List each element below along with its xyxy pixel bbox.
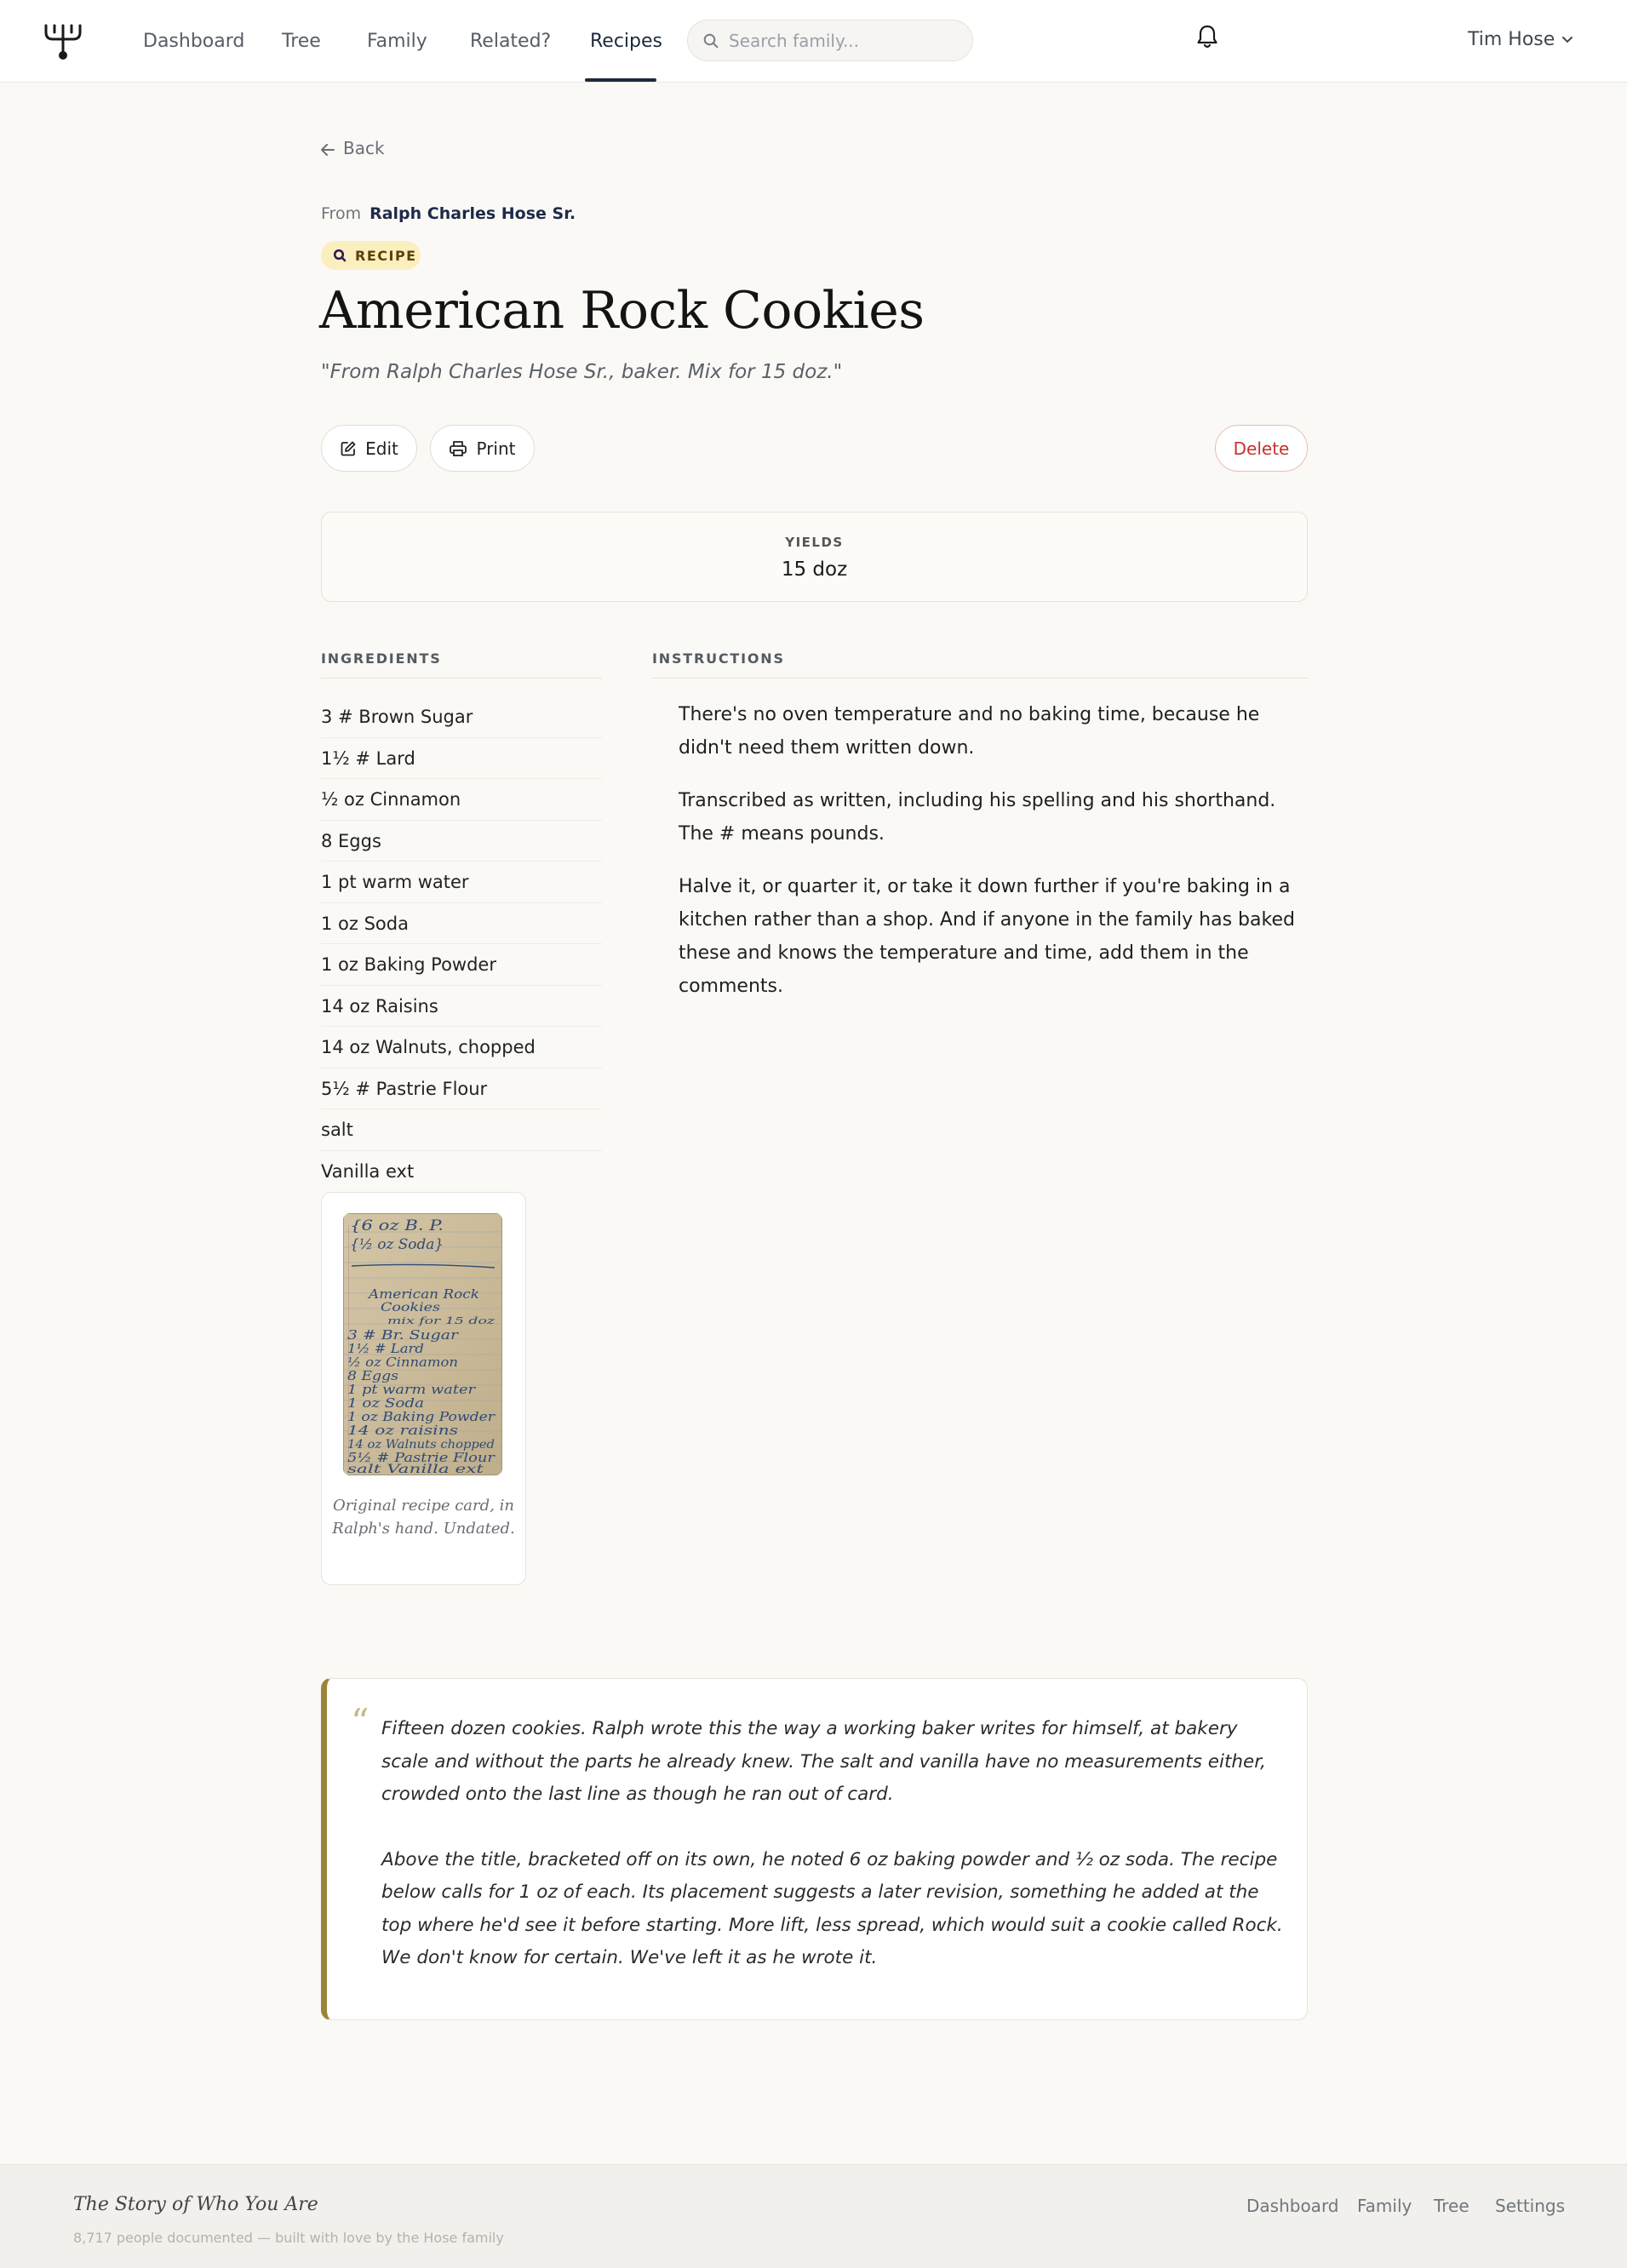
nav-recipes[interactable]: Recipes xyxy=(590,31,663,52)
instruction-paragraph: There's no oven temperature and no baking time, because he didn't need them written down. xyxy=(679,704,1260,759)
ingredient-item: 14 oz Raisins xyxy=(321,986,602,1028)
ingredient-item: 1½ # Lard xyxy=(321,738,602,780)
yields-panel xyxy=(321,512,1308,602)
recipe-card-image[interactable] xyxy=(343,1213,502,1475)
user-menu[interactable] xyxy=(1468,29,1573,50)
edit-label: Edit xyxy=(365,438,398,459)
family-tree-logo-icon[interactable] xyxy=(41,20,85,61)
nav-related[interactable]: Related? xyxy=(470,31,552,52)
instruction-paragraph: Halve it, or quarter it, or take it down further if you're baking in a kitchen rather than a shop. And if anyone in the family has baked these and knows the temperature and time, add them in the comments. xyxy=(679,876,1295,997)
ingredients-divider xyxy=(321,678,602,679)
ingredient-item: 1 oz Soda xyxy=(321,903,602,945)
handwriting-line: 1½ # Lard xyxy=(347,1341,424,1356)
handwriting-line: American Rock xyxy=(366,1286,479,1302)
ingredient-item: 1 pt warm water xyxy=(321,862,602,903)
search-box[interactable] xyxy=(687,20,973,61)
delete-label: Delete xyxy=(1233,438,1290,459)
nav-dashboard[interactable]: Dashboard xyxy=(143,31,245,52)
handwriting-line: 5½ # Pastrie Flour xyxy=(347,1450,496,1465)
story-quote xyxy=(321,1678,1308,2020)
instruction-paragraph: Transcribed as written, including his spelling and his shorthand. The # means pounds. xyxy=(679,790,1276,845)
print-label: Print xyxy=(476,438,516,459)
handwriting-line: {6 oz B. P. xyxy=(350,1217,444,1234)
recipe-badge xyxy=(321,241,421,270)
ingredient-item: Vanilla ext xyxy=(321,1160,415,1182)
back-label: Back xyxy=(343,138,385,158)
recipe-source xyxy=(321,204,576,223)
handwriting-line: 14 oz Walnuts chopped xyxy=(347,1438,496,1452)
handwriting-line: ½ oz Cinnamon xyxy=(347,1354,458,1370)
footer xyxy=(0,2164,1627,2268)
quote-mark-icon: “ xyxy=(351,1701,370,1743)
edit-button[interactable] xyxy=(321,425,417,472)
nav-family[interactable]: Family xyxy=(367,31,427,52)
ingredient-item: salt xyxy=(321,1109,602,1151)
quote-paragraph: Above the title, bracketed off on its own, he noted 6 oz baking powder and ½ oz soda. The recipe below calls for 1 oz of each. Its placement suggests a later revision, something he added at the top where he'd see it before starting. More lift, less spread, which would suit a cookie called Rock. We don't know for certain. We've left it as he wrote it. xyxy=(381,1848,1283,1968)
back-link[interactable] xyxy=(321,138,385,158)
instructions-body xyxy=(679,698,1304,1022)
chevron-down-icon xyxy=(1561,36,1573,44)
handwriting-line: Cookies xyxy=(381,1301,440,1314)
footer-brand: The Story of Who You Are xyxy=(73,2194,318,2215)
edit-icon xyxy=(340,440,357,457)
footer-link-tree[interactable]: Tree xyxy=(1434,2196,1469,2216)
instructions-divider xyxy=(652,678,1308,679)
handwriting-line: 3 # Br. Sugar xyxy=(347,1327,460,1343)
quote-paragraph: Fifteen dozen cookies. Ralph wrote this the way a working baker writes for himself, at bakery scale and without the parts he already knew. The salt and vanilla have no measurements either, crowded onto the last line as though he ran out of card. xyxy=(381,1718,1266,1805)
handwriting-line: 1 pt warm water xyxy=(347,1382,476,1397)
ingredient-item: 8 Eggs xyxy=(321,821,602,862)
nav-tree[interactable]: Tree xyxy=(282,31,321,52)
handwriting-line: mix for 15 doz xyxy=(387,1315,496,1326)
ingredient-item: 1 oz Baking Powder xyxy=(321,944,602,986)
ingredient-item: 14 oz Walnuts, chopped xyxy=(321,1027,602,1068)
footer-note: 8,717 people documented — built with love by the Hose family xyxy=(73,2230,504,2246)
top-nav xyxy=(0,0,1627,83)
yields-value: 15 doz xyxy=(781,558,848,581)
active-tab-indicator xyxy=(585,78,656,82)
handwritten-card xyxy=(343,1213,502,1475)
from-label: From xyxy=(321,204,362,223)
ingredients-heading: INGREDIENTS xyxy=(321,650,442,667)
search-icon xyxy=(333,249,347,262)
handwriting-line: 1 oz Soda xyxy=(347,1395,424,1411)
ingredients-list xyxy=(321,696,602,1192)
recipe-subtitle: "From Ralph Charles Hose Sr., baker. Mix for 15 doz." xyxy=(321,361,843,383)
print-button[interactable] xyxy=(430,425,535,472)
footer-link-dashboard[interactable]: Dashboard xyxy=(1246,2196,1339,2216)
ingredient-item: 3 # Brown Sugar xyxy=(321,696,602,738)
ingredient-item: 5½ # Pastrie Flour xyxy=(321,1068,602,1110)
recipe-card-photo[interactable] xyxy=(321,1192,526,1585)
search-icon xyxy=(703,33,719,49)
search-input[interactable] xyxy=(729,28,959,54)
handwriting-line: salt Vanilla ext xyxy=(347,1463,484,1475)
bell-icon[interactable] xyxy=(1196,24,1218,49)
quote-body xyxy=(381,1713,1284,2007)
handwriting-line: 14 oz raisins xyxy=(347,1423,459,1438)
user-name: Tim Hose xyxy=(1468,29,1555,50)
badge-label: RECIPE xyxy=(355,247,417,264)
photo-caption: Original recipe card, in Ralph's hand. Undated. xyxy=(332,1497,515,1538)
handwriting-line: 1 oz Baking Powder xyxy=(347,1409,496,1424)
arrow-left-icon xyxy=(321,144,335,156)
source-person-link[interactable]: Ralph Charles Hose Sr. xyxy=(370,204,576,223)
handwriting-line: {½ oz Soda} xyxy=(350,1236,444,1253)
footer-link-settings[interactable]: Settings xyxy=(1495,2196,1566,2216)
instructions-heading: INSTRUCTIONS xyxy=(652,650,785,667)
delete-button[interactable] xyxy=(1215,425,1308,472)
footer-link-family[interactable]: Family xyxy=(1357,2196,1412,2216)
ingredient-item: ½ oz Cinnamon xyxy=(321,779,602,821)
page-title: American Rock Cookies xyxy=(319,281,925,341)
yields-label: YIELDS xyxy=(785,535,844,550)
handwriting-line: 8 Eggs xyxy=(347,1368,399,1383)
printer-icon xyxy=(449,440,467,457)
